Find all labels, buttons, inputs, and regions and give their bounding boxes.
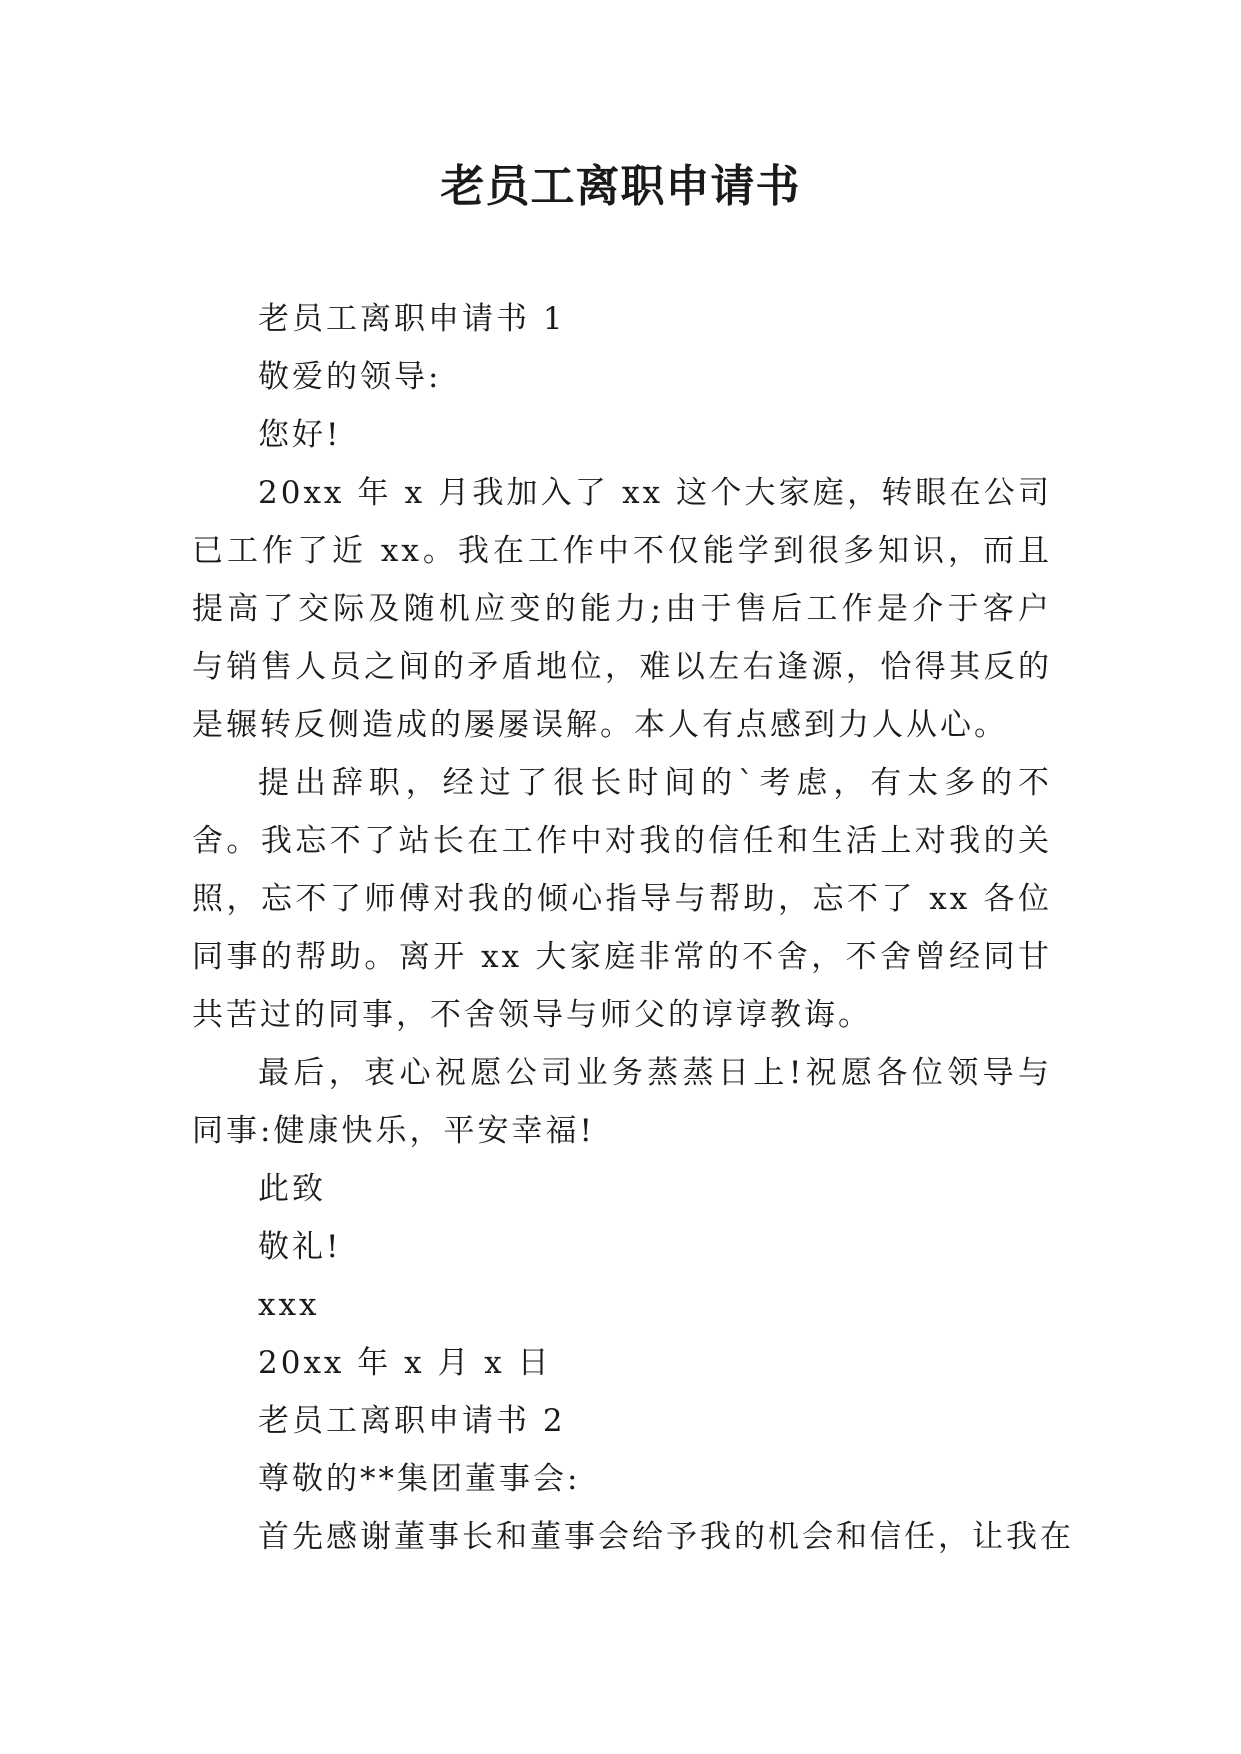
date: 20xx 年 x 月 x 日 [258,1345,552,1381]
closing-line-1: 此致 [258,1171,326,1207]
paragraph-2: 提出辞职，经过了很长时间的`考虑，有太多的不舍。我忘不了站长在工作中对我的信任和生活上对我的关照，忘不了师傅对我的倾心指导与帮助，忘不了 xx 各位同事的帮助。离开 xx 大家庭非常的不舍，不舍曾经同甘共苦过的同事，不舍领导与师父的谆谆教诲。 [192,765,1052,1033]
paragraph-3: 最后，衷心祝愿公司业务蒸蒸日上!祝愿各位领导与同事:健康快乐，平安幸福! [192,1055,1052,1149]
paragraph-1: 20xx 年 x 月我加入了 xx 这个大家庭，转眼在公司已工作了近 xx。我在工作中不仅能学到很多知识，而且提高了交际及随机应变的能力;由于售后工作是介于客户与销售人员之间的矛盾地位，难以左右逢源，恰得其反的是辗转反侧造成的屡屡误解。本人有点感到力人从心。 [192,475,1052,743]
salutation: 敬爱的领导: [258,359,442,395]
section2-salutation: 尊敬的**集团董事会: [258,1461,581,1497]
section2-paragraph-start: 首先感谢董事长和董事会给予我的机会和信任，让我在 [258,1519,1074,1555]
signature: xxx [258,1287,320,1323]
section2-heading: 老员工离职申请书 2 [258,1403,566,1439]
section1-heading: 老员工离职申请书 1 [258,301,566,337]
closing-line-2: 敬礼! [258,1229,342,1265]
document-body [192,290,1074,1566]
document-title: 老员工离职申请书 [440,161,801,212]
greeting: 您好! [258,417,342,453]
